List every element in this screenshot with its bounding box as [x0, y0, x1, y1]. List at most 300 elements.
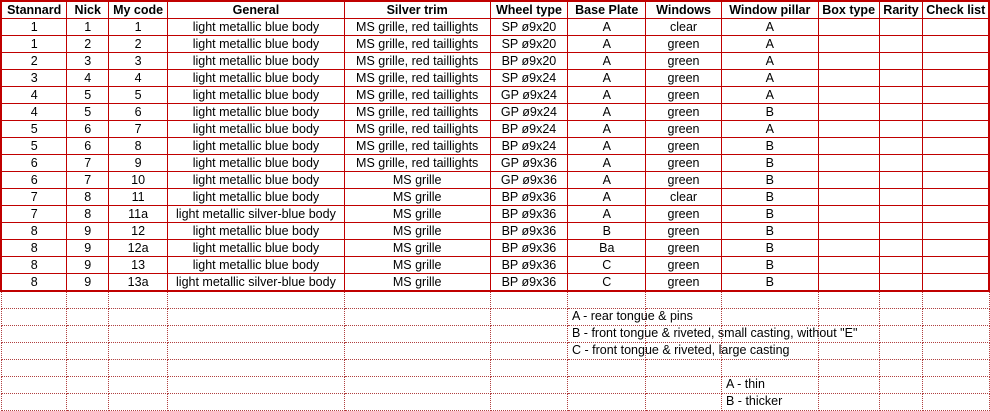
cell-my-code[interactable]: 7 — [109, 121, 168, 138]
cell-base-plate[interactable]: A — [568, 189, 646, 206]
cell-box-type[interactable] — [818, 223, 879, 240]
cell-check-list[interactable] — [923, 87, 989, 104]
cell-windows[interactable]: green — [646, 206, 722, 223]
table-row — [1, 223, 989, 240]
base-plate-note-b: B - front tongue & riveted, small casting, without "E" — [572, 326, 858, 340]
table-row — [1, 274, 989, 292]
empty-cell[interactable] — [168, 343, 345, 360]
empty-cell[interactable] — [67, 377, 109, 394]
cell-silver-trim[interactable]: MS grille — [344, 240, 490, 257]
cell-windows[interactable]: green — [646, 240, 722, 257]
empty-cell[interactable] — [879, 394, 923, 411]
empty-row — [1, 360, 989, 377]
cell-wheel-type[interactable]: BP ø9x24 — [490, 138, 568, 155]
cell-general[interactable]: light metallic silver-blue body — [168, 206, 345, 223]
cell-box-type[interactable] — [818, 240, 879, 257]
empty-cell[interactable] — [490, 377, 568, 394]
cell-my-code[interactable]: 3 — [109, 53, 168, 70]
cell-base-plate[interactable]: A — [568, 36, 646, 53]
table-row — [1, 257, 989, 274]
cell-check-list[interactable] — [923, 36, 989, 53]
cell-wheel-type[interactable]: BP ø9x36 — [490, 257, 568, 274]
header-nick[interactable]: Nick — [67, 1, 109, 19]
cell-base-plate[interactable]: A — [568, 138, 646, 155]
cell-windows[interactable]: green — [646, 121, 722, 138]
empty-cell[interactable] — [490, 360, 568, 377]
empty-cell[interactable] — [1, 291, 67, 309]
cell-rarity[interactable] — [879, 206, 923, 223]
cell-window-pillar[interactable]: A — [721, 121, 818, 138]
cell-stannard[interactable]: 1 — [1, 36, 67, 53]
cell-silver-trim[interactable]: MS grille — [344, 206, 490, 223]
cell-check-list[interactable] — [923, 70, 989, 87]
cell-base-plate[interactable]: Ba — [568, 240, 646, 257]
cell-general[interactable]: light metallic blue body — [168, 104, 345, 121]
empty-cell[interactable] — [818, 291, 879, 309]
empty-cell[interactable] — [1, 377, 67, 394]
cell-window-pillar[interactable]: B — [721, 189, 818, 206]
cell-box-type[interactable] — [818, 155, 879, 172]
cell-nick[interactable]: 8 — [67, 189, 109, 206]
empty-cell[interactable] — [818, 343, 879, 360]
cell-windows[interactable]: green — [646, 36, 722, 53]
empty-cell[interactable] — [1, 343, 67, 360]
empty-cell[interactable] — [109, 309, 168, 326]
empty-cell[interactable] — [879, 377, 923, 394]
header-check-list[interactable]: Check list — [923, 1, 989, 19]
cell-windows[interactable]: green — [646, 138, 722, 155]
empty-cell[interactable] — [109, 326, 168, 343]
cell-box-type[interactable] — [818, 172, 879, 189]
cell-check-list[interactable] — [923, 223, 989, 240]
cell-my-code[interactable]: 1 — [109, 19, 168, 36]
cell-base-plate[interactable]: A — [568, 70, 646, 87]
cell-windows[interactable]: green — [646, 87, 722, 104]
cell-my-code[interactable]: 2 — [109, 36, 168, 53]
empty-cell[interactable] — [168, 326, 345, 343]
cell-window-pillar[interactable]: B — [721, 138, 818, 155]
cell-check-list[interactable] — [923, 274, 989, 292]
cell-base-plate[interactable]: A — [568, 104, 646, 121]
cell-nick[interactable]: 3 — [67, 53, 109, 70]
cell-check-list[interactable] — [923, 206, 989, 223]
cell-check-list[interactable] — [923, 189, 989, 206]
cell-rarity[interactable] — [879, 19, 923, 36]
cell-window-pillar[interactable]: B — [721, 240, 818, 257]
empty-cell[interactable] — [1, 360, 67, 377]
cell-wheel-type[interactable]: BP ø9x36 — [490, 240, 568, 257]
empty-cell[interactable] — [923, 309, 989, 326]
cell-general[interactable]: light metallic blue body — [168, 155, 345, 172]
cell-rarity[interactable] — [879, 138, 923, 155]
cell-stannard[interactable]: 2 — [1, 53, 67, 70]
empty-cell[interactable] — [168, 377, 345, 394]
cell-stannard[interactable]: 8 — [1, 223, 67, 240]
empty-cell[interactable] — [923, 377, 989, 394]
cell-general[interactable]: light metallic blue body — [168, 19, 345, 36]
cell-wheel-type[interactable]: BP ø9x36 — [490, 206, 568, 223]
table-row — [1, 19, 989, 36]
cell-rarity[interactable] — [879, 172, 923, 189]
cell-rarity[interactable] — [879, 274, 923, 292]
empty-cell[interactable] — [646, 394, 722, 411]
cell-my-code[interactable]: 8 — [109, 138, 168, 155]
empty-cell[interactable] — [923, 360, 989, 377]
cell-stannard[interactable]: 8 — [1, 257, 67, 274]
cell-base-plate[interactable]: A — [568, 155, 646, 172]
empty-cell[interactable] — [646, 360, 722, 377]
cell-nick[interactable]: 9 — [67, 223, 109, 240]
empty-cell[interactable] — [344, 394, 490, 411]
cell-general[interactable]: light metallic blue body — [168, 36, 345, 53]
header-window-pillar[interactable]: Window pillar — [721, 1, 818, 19]
empty-cell[interactable] — [490, 326, 568, 343]
cell-windows[interactable]: green — [646, 53, 722, 70]
table-row — [1, 53, 989, 70]
cell-silver-trim[interactable]: MS grille, red taillights — [344, 19, 490, 36]
cell-nick[interactable]: 6 — [67, 138, 109, 155]
cell-rarity[interactable] — [879, 257, 923, 274]
empty-cell[interactable] — [879, 291, 923, 309]
cell-stannard[interactable]: 8 — [1, 240, 67, 257]
cell-nick[interactable]: 7 — [67, 155, 109, 172]
cell-stannard[interactable]: 5 — [1, 138, 67, 155]
cell-wheel-type[interactable]: GP ø9x24 — [490, 87, 568, 104]
cell-check-list[interactable] — [923, 138, 989, 155]
empty-cell[interactable] — [1, 394, 67, 411]
empty-cell[interactable] — [646, 291, 722, 309]
empty-row — [1, 343, 989, 360]
empty-cell[interactable] — [721, 309, 818, 326]
cell-wheel-type[interactable]: BP ø9x24 — [490, 121, 568, 138]
cell-check-list[interactable] — [923, 104, 989, 121]
cell-stannard[interactable]: 4 — [1, 87, 67, 104]
cell-window-pillar[interactable]: A — [721, 70, 818, 87]
empty-cell[interactable] — [568, 291, 646, 309]
empty-cell[interactable] — [923, 326, 989, 343]
cell-check-list[interactable] — [923, 240, 989, 257]
cell-silver-trim[interactable]: MS grille — [344, 172, 490, 189]
empty-cell[interactable] — [109, 343, 168, 360]
cell-box-type[interactable] — [818, 104, 879, 121]
cell-rarity[interactable] — [879, 36, 923, 53]
empty-cell[interactable] — [344, 291, 490, 309]
empty-row — [1, 394, 989, 411]
cell-rarity[interactable] — [879, 53, 923, 70]
cell-window-pillar[interactable]: B — [721, 274, 818, 292]
empty-cell[interactable] — [168, 291, 345, 309]
empty-cell[interactable] — [568, 377, 646, 394]
empty-cell[interactable] — [490, 309, 568, 326]
empty-cell[interactable] — [818, 394, 879, 411]
empty-cell[interactable] — [923, 343, 989, 360]
cell-general[interactable]: light metallic blue body — [168, 223, 345, 240]
empty-cell[interactable] — [1, 309, 67, 326]
cell-wheel-type[interactable]: GP ø9x36 — [490, 155, 568, 172]
cell-box-type[interactable] — [818, 189, 879, 206]
cell-my-code[interactable]: 5 — [109, 87, 168, 104]
cell-box-type[interactable] — [818, 19, 879, 36]
cell-my-code[interactable]: 4 — [109, 70, 168, 87]
cell-box-type[interactable] — [818, 257, 879, 274]
cell-general[interactable]: light metallic blue body — [168, 257, 345, 274]
cell-my-code[interactable]: 11a — [109, 206, 168, 223]
cell-stannard[interactable]: 1 — [1, 19, 67, 36]
cell-base-plate[interactable]: A — [568, 206, 646, 223]
cell-silver-trim[interactable]: MS grille, red taillights — [344, 87, 490, 104]
cell-box-type[interactable] — [818, 206, 879, 223]
empty-cell[interactable] — [344, 360, 490, 377]
cell-rarity[interactable] — [879, 70, 923, 87]
cell-my-code[interactable]: 13 — [109, 257, 168, 274]
cell-general[interactable]: light metallic blue body — [168, 121, 345, 138]
empty-cell[interactable] — [344, 326, 490, 343]
table-row — [1, 121, 989, 138]
empty-cell[interactable] — [818, 377, 879, 394]
header-silver-trim[interactable]: Silver trim — [344, 1, 490, 19]
cell-wheel-type[interactable]: SP ø9x20 — [490, 19, 568, 36]
window-pillar-note-b: B - thicker — [726, 394, 783, 408]
cell-window-pillar[interactable]: B — [721, 223, 818, 240]
cell-nick[interactable]: 9 — [67, 274, 109, 292]
cell-check-list[interactable] — [923, 172, 989, 189]
header-stannard[interactable]: Stannard — [1, 1, 67, 19]
header-my-code[interactable]: My code — [109, 1, 168, 19]
cell-general[interactable]: light metallic silver-blue body — [168, 274, 345, 292]
cell-box-type[interactable] — [818, 87, 879, 104]
cell-windows[interactable]: green — [646, 223, 722, 240]
cell-windows[interactable]: green — [646, 274, 722, 292]
cell-base-plate[interactable]: C — [568, 257, 646, 274]
cell-nick[interactable]: 9 — [67, 257, 109, 274]
empty-cell[interactable] — [646, 377, 722, 394]
table-row — [1, 240, 989, 257]
cell-my-code[interactable]: 9 — [109, 155, 168, 172]
cell-base-plate[interactable]: B — [568, 223, 646, 240]
cell-nick[interactable]: 1 — [67, 19, 109, 36]
cell-wheel-type[interactable]: GP ø9x36 — [490, 172, 568, 189]
cell-check-list[interactable] — [923, 257, 989, 274]
cell-my-code[interactable]: 10 — [109, 172, 168, 189]
cell-box-type[interactable] — [818, 138, 879, 155]
cell-box-type[interactable] — [818, 121, 879, 138]
cell-windows[interactable]: green — [646, 104, 722, 121]
cell-silver-trim[interactable]: MS grille — [344, 257, 490, 274]
table-row — [1, 189, 989, 206]
cell-nick[interactable]: 5 — [67, 104, 109, 121]
cell-wheel-type[interactable]: BP ø9x36 — [490, 274, 568, 292]
empty-cell[interactable] — [568, 360, 646, 377]
table-row — [1, 206, 989, 223]
cell-silver-trim[interactable]: MS grille — [344, 189, 490, 206]
empty-cell[interactable] — [109, 291, 168, 309]
cell-check-list[interactable] — [923, 53, 989, 70]
cell-nick[interactable]: 9 — [67, 240, 109, 257]
empty-cell[interactable] — [490, 291, 568, 309]
cell-nick[interactable]: 6 — [67, 121, 109, 138]
empty-cell[interactable] — [67, 326, 109, 343]
empty-cell[interactable] — [721, 360, 818, 377]
cell-my-code[interactable]: 12 — [109, 223, 168, 240]
base-plate-note-c: C - front tongue & riveted, large casting — [572, 343, 790, 357]
cell-window-pillar[interactable]: B — [721, 155, 818, 172]
empty-cell[interactable] — [168, 394, 345, 411]
cell-general[interactable]: light metallic blue body — [168, 87, 345, 104]
cell-stannard[interactable]: 6 — [1, 172, 67, 189]
cell-stannard[interactable]: 5 — [1, 121, 67, 138]
empty-cell[interactable] — [67, 291, 109, 309]
table-row — [1, 155, 989, 172]
cell-base-plate[interactable]: A — [568, 121, 646, 138]
cell-silver-trim[interactable]: MS grille, red taillights — [344, 155, 490, 172]
header-box-type[interactable]: Box type — [818, 1, 879, 19]
cell-windows[interactable]: clear — [646, 189, 722, 206]
cell-stannard[interactable]: 7 — [1, 206, 67, 223]
cell-silver-trim[interactable]: MS grille, red taillights — [344, 104, 490, 121]
table-row — [1, 138, 989, 155]
empty-cell[interactable] — [344, 343, 490, 360]
cell-wheel-type[interactable]: SP ø9x24 — [490, 70, 568, 87]
cell-stannard[interactable]: 3 — [1, 70, 67, 87]
empty-cell[interactable] — [879, 309, 923, 326]
empty-cell[interactable] — [1, 326, 67, 343]
cell-general[interactable]: light metallic blue body — [168, 172, 345, 189]
header-base-plate[interactable]: Base Plate — [568, 1, 646, 19]
empty-cell[interactable] — [67, 394, 109, 411]
empty-cell[interactable] — [344, 309, 490, 326]
cell-windows[interactable]: green — [646, 70, 722, 87]
cell-rarity[interactable] — [879, 104, 923, 121]
table-row — [1, 87, 989, 104]
cell-window-pillar[interactable]: A — [721, 19, 818, 36]
cell-rarity[interactable] — [879, 189, 923, 206]
cell-nick[interactable]: 5 — [67, 87, 109, 104]
cell-rarity[interactable] — [879, 223, 923, 240]
cell-windows[interactable]: green — [646, 257, 722, 274]
empty-cell[interactable] — [168, 309, 345, 326]
empty-cell[interactable] — [67, 343, 109, 360]
cell-rarity[interactable] — [879, 87, 923, 104]
empty-cell[interactable] — [67, 360, 109, 377]
empty-cell[interactable] — [109, 377, 168, 394]
empty-cell[interactable] — [490, 343, 568, 360]
cell-window-pillar[interactable]: A — [721, 53, 818, 70]
cell-box-type[interactable] — [818, 274, 879, 292]
empty-cell[interactable] — [818, 309, 879, 326]
cell-check-list[interactable] — [923, 155, 989, 172]
cell-silver-trim[interactable]: MS grille — [344, 223, 490, 240]
cell-wheel-type[interactable]: BP ø9x36 — [490, 189, 568, 206]
cell-nick[interactable]: 4 — [67, 70, 109, 87]
cell-windows[interactable]: green — [646, 155, 722, 172]
empty-cell[interactable] — [879, 343, 923, 360]
empty-cell[interactable] — [721, 291, 818, 309]
empty-row — [1, 291, 989, 309]
cell-general[interactable]: light metallic blue body — [168, 138, 345, 155]
empty-cell[interactable] — [923, 291, 989, 309]
cell-general[interactable]: light metallic blue body — [168, 240, 345, 257]
empty-cell[interactable] — [344, 377, 490, 394]
table-row — [1, 36, 989, 53]
cell-silver-trim[interactable]: MS grille, red taillights — [344, 53, 490, 70]
cell-rarity[interactable] — [879, 155, 923, 172]
cell-my-code[interactable]: 11 — [109, 189, 168, 206]
cell-my-code[interactable]: 12a — [109, 240, 168, 257]
cell-wheel-type[interactable]: BP ø9x20 — [490, 53, 568, 70]
empty-cell[interactable] — [109, 394, 168, 411]
cell-base-plate[interactable]: A — [568, 53, 646, 70]
cell-my-code[interactable]: 6 — [109, 104, 168, 121]
cell-my-code[interactable]: 13a — [109, 274, 168, 292]
cell-base-plate[interactable]: C — [568, 274, 646, 292]
empty-cell[interactable] — [168, 360, 345, 377]
empty-cell[interactable] — [879, 360, 923, 377]
cell-stannard[interactable]: 7 — [1, 189, 67, 206]
empty-cell[interactable] — [923, 394, 989, 411]
cell-window-pillar[interactable]: B — [721, 104, 818, 121]
cell-window-pillar[interactable]: B — [721, 206, 818, 223]
cell-general[interactable]: light metallic blue body — [168, 189, 345, 206]
cell-base-plate[interactable]: A — [568, 87, 646, 104]
empty-cell[interactable] — [109, 360, 168, 377]
window-pillar-note-a: A - thin — [726, 377, 765, 391]
cell-nick[interactable]: 8 — [67, 206, 109, 223]
cell-wheel-type[interactable]: BP ø9x36 — [490, 223, 568, 240]
empty-cell[interactable] — [490, 394, 568, 411]
cell-window-pillar[interactable]: A — [721, 87, 818, 104]
header-row — [1, 1, 989, 19]
cell-general[interactable]: light metallic blue body — [168, 53, 345, 70]
cell-check-list[interactable] — [923, 19, 989, 36]
cell-base-plate[interactable]: A — [568, 172, 646, 189]
cell-silver-trim[interactable]: MS grille, red taillights — [344, 138, 490, 155]
header-rarity[interactable]: Rarity — [879, 1, 923, 19]
cell-check-list[interactable] — [923, 121, 989, 138]
cell-silver-trim[interactable]: MS grille — [344, 274, 490, 292]
header-wheel-type[interactable]: Wheel type — [490, 1, 568, 19]
cell-box-type[interactable] — [818, 53, 879, 70]
cell-stannard[interactable]: 8 — [1, 274, 67, 292]
empty-cell[interactable] — [818, 360, 879, 377]
cell-rarity[interactable] — [879, 121, 923, 138]
cell-windows[interactable]: clear — [646, 19, 722, 36]
header-windows[interactable]: Windows — [646, 1, 722, 19]
cell-rarity[interactable] — [879, 240, 923, 257]
cell-nick[interactable]: 2 — [67, 36, 109, 53]
cell-silver-trim[interactable]: MS grille, red taillights — [344, 70, 490, 87]
empty-cell[interactable] — [879, 326, 923, 343]
cell-box-type[interactable] — [818, 36, 879, 53]
cell-base-plate[interactable]: A — [568, 19, 646, 36]
empty-cell[interactable] — [67, 309, 109, 326]
base-plate-note-a: A - rear tongue & pins — [572, 309, 693, 323]
header-general[interactable]: General — [168, 1, 345, 19]
cell-window-pillar[interactable]: B — [721, 257, 818, 274]
cell-stannard[interactable]: 6 — [1, 155, 67, 172]
cell-wheel-type[interactable]: GP ø9x24 — [490, 104, 568, 121]
cell-box-type[interactable] — [818, 70, 879, 87]
cell-windows[interactable]: green — [646, 172, 722, 189]
cell-silver-trim[interactable]: MS grille, red taillights — [344, 121, 490, 138]
cell-window-pillar[interactable]: B — [721, 172, 818, 189]
cell-window-pillar[interactable]: A — [721, 36, 818, 53]
cell-nick[interactable]: 7 — [67, 172, 109, 189]
cell-silver-trim[interactable]: MS grille, red taillights — [344, 36, 490, 53]
cell-wheel-type[interactable]: SP ø9x20 — [490, 36, 568, 53]
cell-stannard[interactable]: 4 — [1, 104, 67, 121]
cell-general[interactable]: light metallic blue body — [168, 70, 345, 87]
empty-cell[interactable] — [568, 394, 646, 411]
